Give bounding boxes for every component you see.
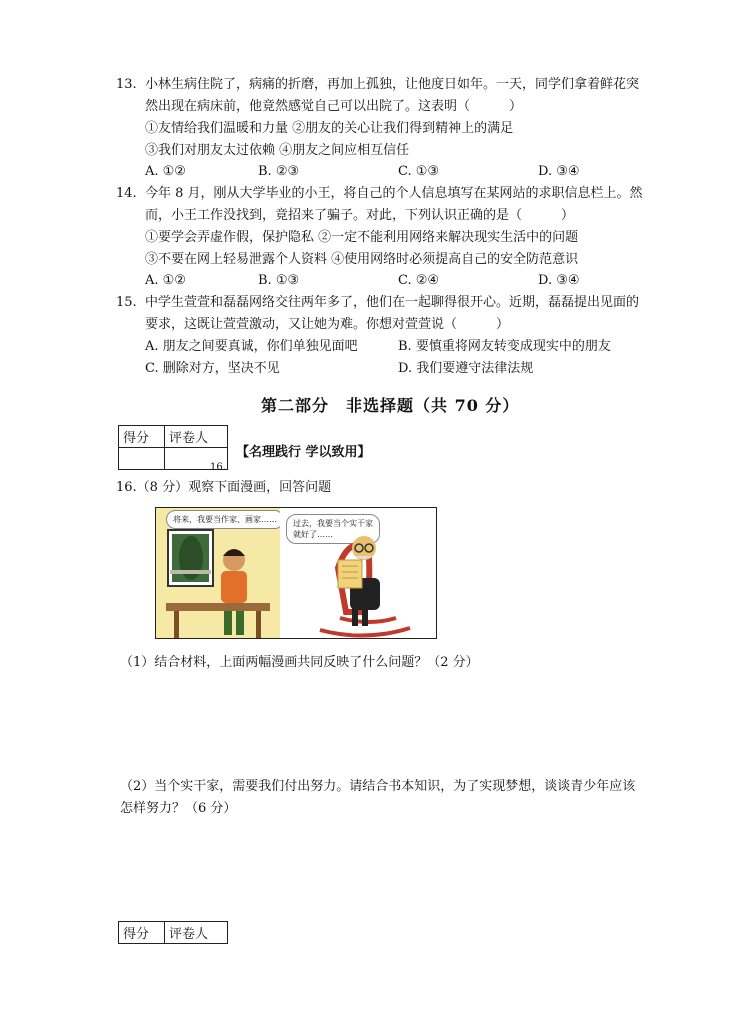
option-b: B. ①③ bbox=[258, 273, 300, 288]
statement-line: ③不要在网上轻易泄露个人资料 ④使用网络时必须提高自己的安全防范意识 bbox=[145, 252, 579, 267]
question-stem-line: 今年 8 月，刚从大学毕业的小王，将自己的个人信息填写在某网站的求职信息栏上。然 bbox=[145, 186, 643, 201]
statement-line: ①友情给我们温暖和力量 ②朋友的关心让我们得到精神上的满足 bbox=[145, 121, 514, 136]
comic-image bbox=[155, 507, 437, 639]
question-16-sub2-line: 怎样努力？（6 分） bbox=[120, 801, 237, 816]
speech-bubble-left: 将来，我要当作家、画家…… bbox=[166, 510, 284, 529]
question-16-stem: 16.（8 分）观察下面漫画，回答问题 bbox=[116, 480, 332, 495]
statement-line: ①要学会弄虚作假，保护隐私 ②一定不能利用网络来解决现实生活中的问题 bbox=[145, 230, 579, 245]
score-table bbox=[118, 921, 228, 944]
question-stem-line: 小林生病住院了，病痛的折磨，再加上孤独，让他度日如年。一天，同学们拿着鲜花突 bbox=[145, 77, 640, 92]
question-stem-line: 要求，这既让萱萱激动，又让她为难。你想对萱萱说（ ） bbox=[145, 317, 510, 332]
writer-illustration bbox=[156, 508, 280, 638]
question-number: 15. bbox=[116, 295, 137, 310]
grader-label: 评卷人 bbox=[164, 426, 227, 448]
option-a: A. ①② bbox=[145, 273, 186, 288]
score-cell[interactable] bbox=[119, 448, 165, 470]
option-c: C. 删除对方，坚决不见 bbox=[145, 361, 280, 376]
section-banner: 【名理践行 学以致用】 bbox=[236, 445, 371, 460]
score-label: 得分 bbox=[119, 426, 165, 448]
option-c: C. ②④ bbox=[398, 273, 440, 288]
option-d: D. ③④ bbox=[538, 273, 580, 288]
question-stem-line: 而，小王工作没找到，竟招来了骗子。对此，下列认识正确的是（ ） bbox=[145, 208, 575, 223]
option-b: B. ②③ bbox=[258, 164, 300, 179]
option-c: C. ①③ bbox=[398, 164, 440, 179]
option-a: A. 朋友之间要真诚，你们单独见面吧 bbox=[145, 339, 358, 354]
question-stem-line: 中学生萱萱和磊磊网络交往两年多了，他们在一起聊得很开心。近期，磊磊提出见面的 bbox=[145, 295, 640, 310]
speech-bubble-right: 过去，我要当个实干家 就好了…… bbox=[286, 514, 380, 544]
option-d: D. ③④ bbox=[538, 164, 580, 179]
old-man-illustration bbox=[280, 508, 436, 638]
grader-label: 评卷人 bbox=[164, 922, 227, 944]
option-a: A. ①② bbox=[145, 164, 186, 179]
statement-line: ③我们对朋友太过依赖 ④朋友之间应相互信任 bbox=[145, 143, 410, 158]
score-label: 得分 bbox=[119, 922, 165, 944]
question-number: 14. bbox=[116, 186, 137, 201]
comic-right-panel bbox=[280, 508, 436, 638]
question-stem-line: 然出现在病床前，他竟然感觉自己可以出院了。这表明（ ） bbox=[145, 99, 523, 114]
question-16-sub2-line: （2）当个实干家，需要我们付出努力。请结合书本知识，为了实现梦想，谈谈青少年应该 bbox=[120, 779, 636, 794]
section-title: 第二部分 非选择题（共 70 分） bbox=[261, 396, 520, 415]
option-d: D. 我们要遵守法律法规 bbox=[398, 361, 534, 376]
question-number: 13. bbox=[116, 77, 137, 92]
option-b: B. 要慎重将网友转变成现实中的朋友 bbox=[398, 339, 611, 354]
comic-left-panel bbox=[156, 508, 281, 638]
question-16-sub1: （1）结合材料，上面两幅漫画共同反映了什么问题？（2 分） bbox=[120, 655, 479, 670]
small-mark: 16. bbox=[210, 462, 226, 473]
